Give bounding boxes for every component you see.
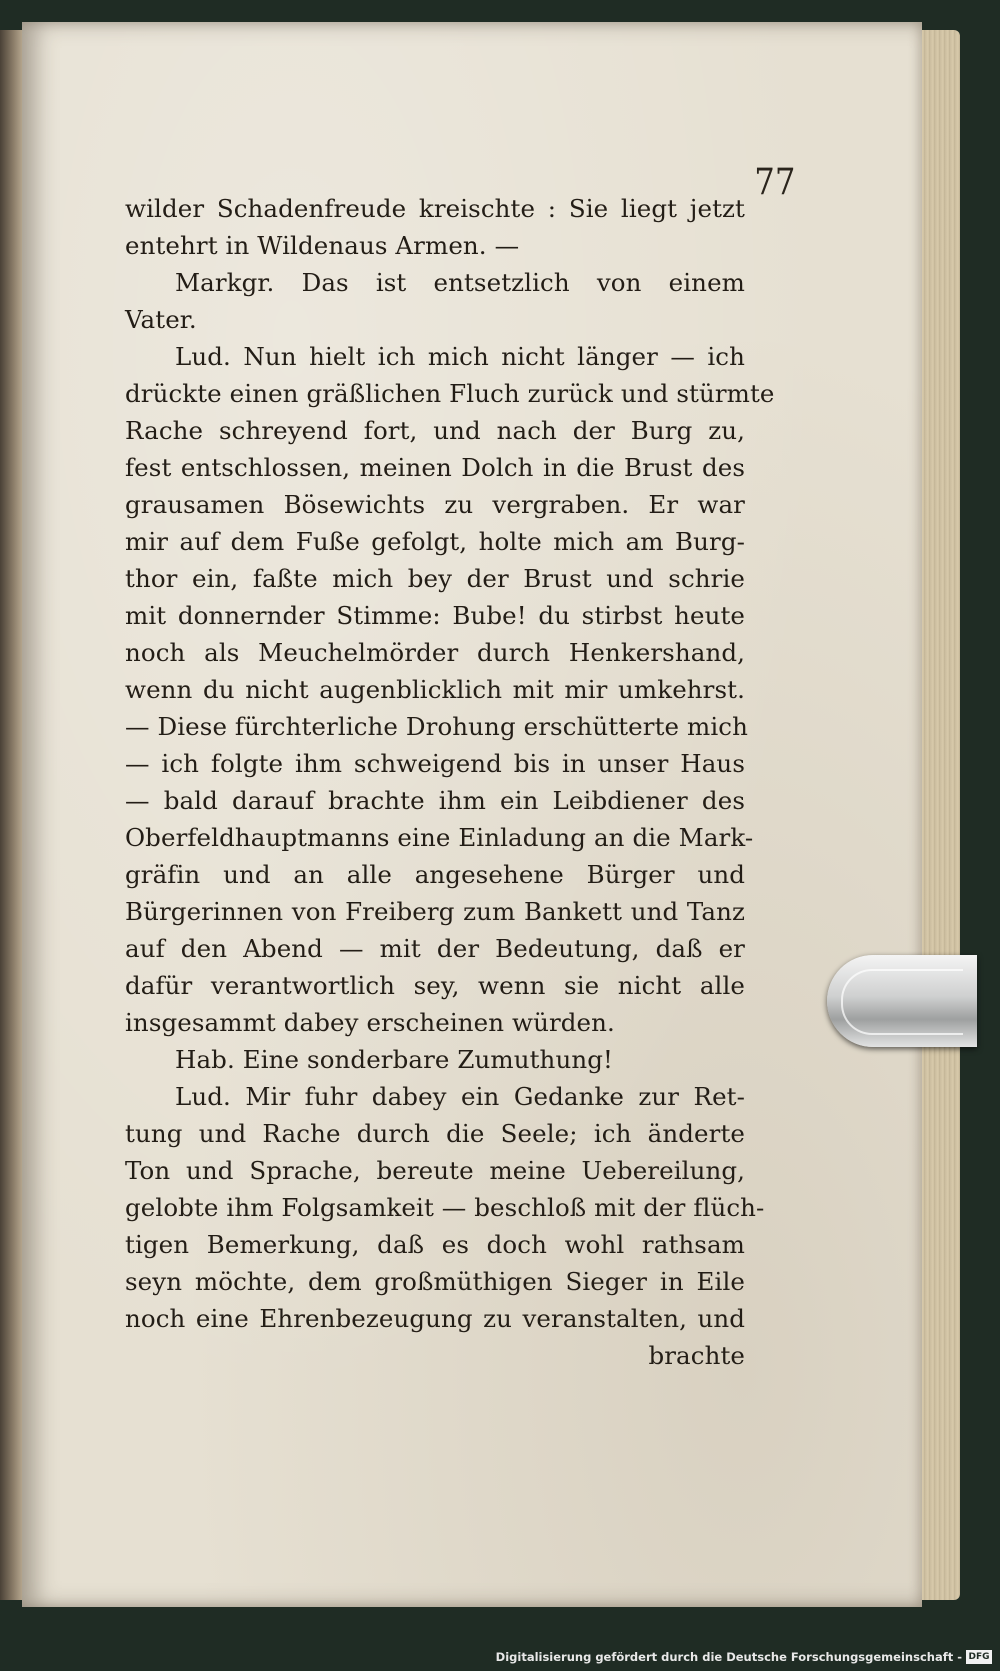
text-line: entehrt in Wildenaus Armen. — [125, 231, 520, 260]
text-line: mir auf dem Fuße gefolgt, holte mich am Burg- [125, 527, 745, 556]
page-clip [827, 955, 977, 1047]
text-line: — ich folgte ihm schweigend bis in unser Haus [125, 749, 745, 778]
page-text [125, 190, 775, 1374]
text-line: — Diese fürchterliche Drohung erschütterte mich [125, 712, 748, 741]
text-line: tung und Rache durch die Seele; ich änderte [125, 1119, 745, 1148]
text-line: Ton und Sprache, bereute meine Uebereilung, [125, 1156, 745, 1185]
text-line: Bürgerinnen von Freiberg zum Bankett und Tanz [125, 897, 745, 926]
text-line: wenn du nicht augenblicklich mit mir umkehrst. [125, 675, 745, 704]
text-line: tigen Bemerkung, daß es doch wohl rathsam [125, 1230, 745, 1259]
text-line: drückte einen gräßlichen Fluch zurück und stürmte [125, 379, 775, 408]
text-line: Vater. [125, 305, 197, 334]
speaker-line: Markgr. Das ist entsetzlich von einem [175, 268, 745, 297]
speaker-line: Lud. Nun hielt ich mich nicht länger — ich [175, 342, 745, 371]
text-line: noch eine Ehrenbezeugung zu veranstalten, und [125, 1304, 745, 1333]
catchword: brachte [648, 1341, 745, 1370]
text-line: seyn möchte, dem großmüthigen Sieger in Eile [125, 1267, 745, 1296]
text-line: fest entschlossen, meinen Dolch in die Brust des [125, 453, 745, 482]
page-number: 77 [754, 162, 796, 203]
digitization-credit: Digitalisierung gefördert durch die Deutsche Forschungsgemeinschaft - [495, 1650, 962, 1664]
previous-page-edge [0, 30, 24, 1600]
text-line: noch als Meuchelmörder durch Henkershand, [125, 638, 745, 667]
speaker-line: Lud. Mir fuhr dabey ein Gedanke zur Ret- [175, 1082, 745, 1111]
text-line: gelobte ihm Folgsamkeit — beschloß mit der flüch- [125, 1193, 765, 1222]
text-line: wilder Schadenfreude kreischte : Sie liegt jetzt [125, 194, 745, 223]
text-line: dafür verantwortlich sey, wenn sie nicht alle [125, 971, 745, 1000]
dfg-logo: DFG [966, 1650, 992, 1664]
text-line: Rache schreyend fort, und nach der Burg zu, [125, 416, 745, 445]
speaker-line: Hab. Eine sonderbare Zumuthung! [175, 1045, 613, 1074]
text-line: gräfin und an alle angesehene Bürger und [125, 860, 745, 889]
text-line: mit donnernder Stimme: Bube! du stirbst heute [125, 601, 745, 630]
text-line: grausamen Bösewichts zu vergraben. Er war [125, 490, 745, 519]
text-line: auf den Abend — mit der Bedeutung, daß er [125, 934, 745, 963]
text-line: insgesammt dabey erscheinen würden. [125, 1008, 615, 1037]
text-line: thor ein, faßte mich bey der Brust und schrie [125, 564, 745, 593]
text-line: — bald darauf brachte ihm ein Leibdiener des [125, 786, 745, 815]
text-line: Oberfeldhauptmanns eine Einladung an die Mark- [125, 823, 754, 852]
